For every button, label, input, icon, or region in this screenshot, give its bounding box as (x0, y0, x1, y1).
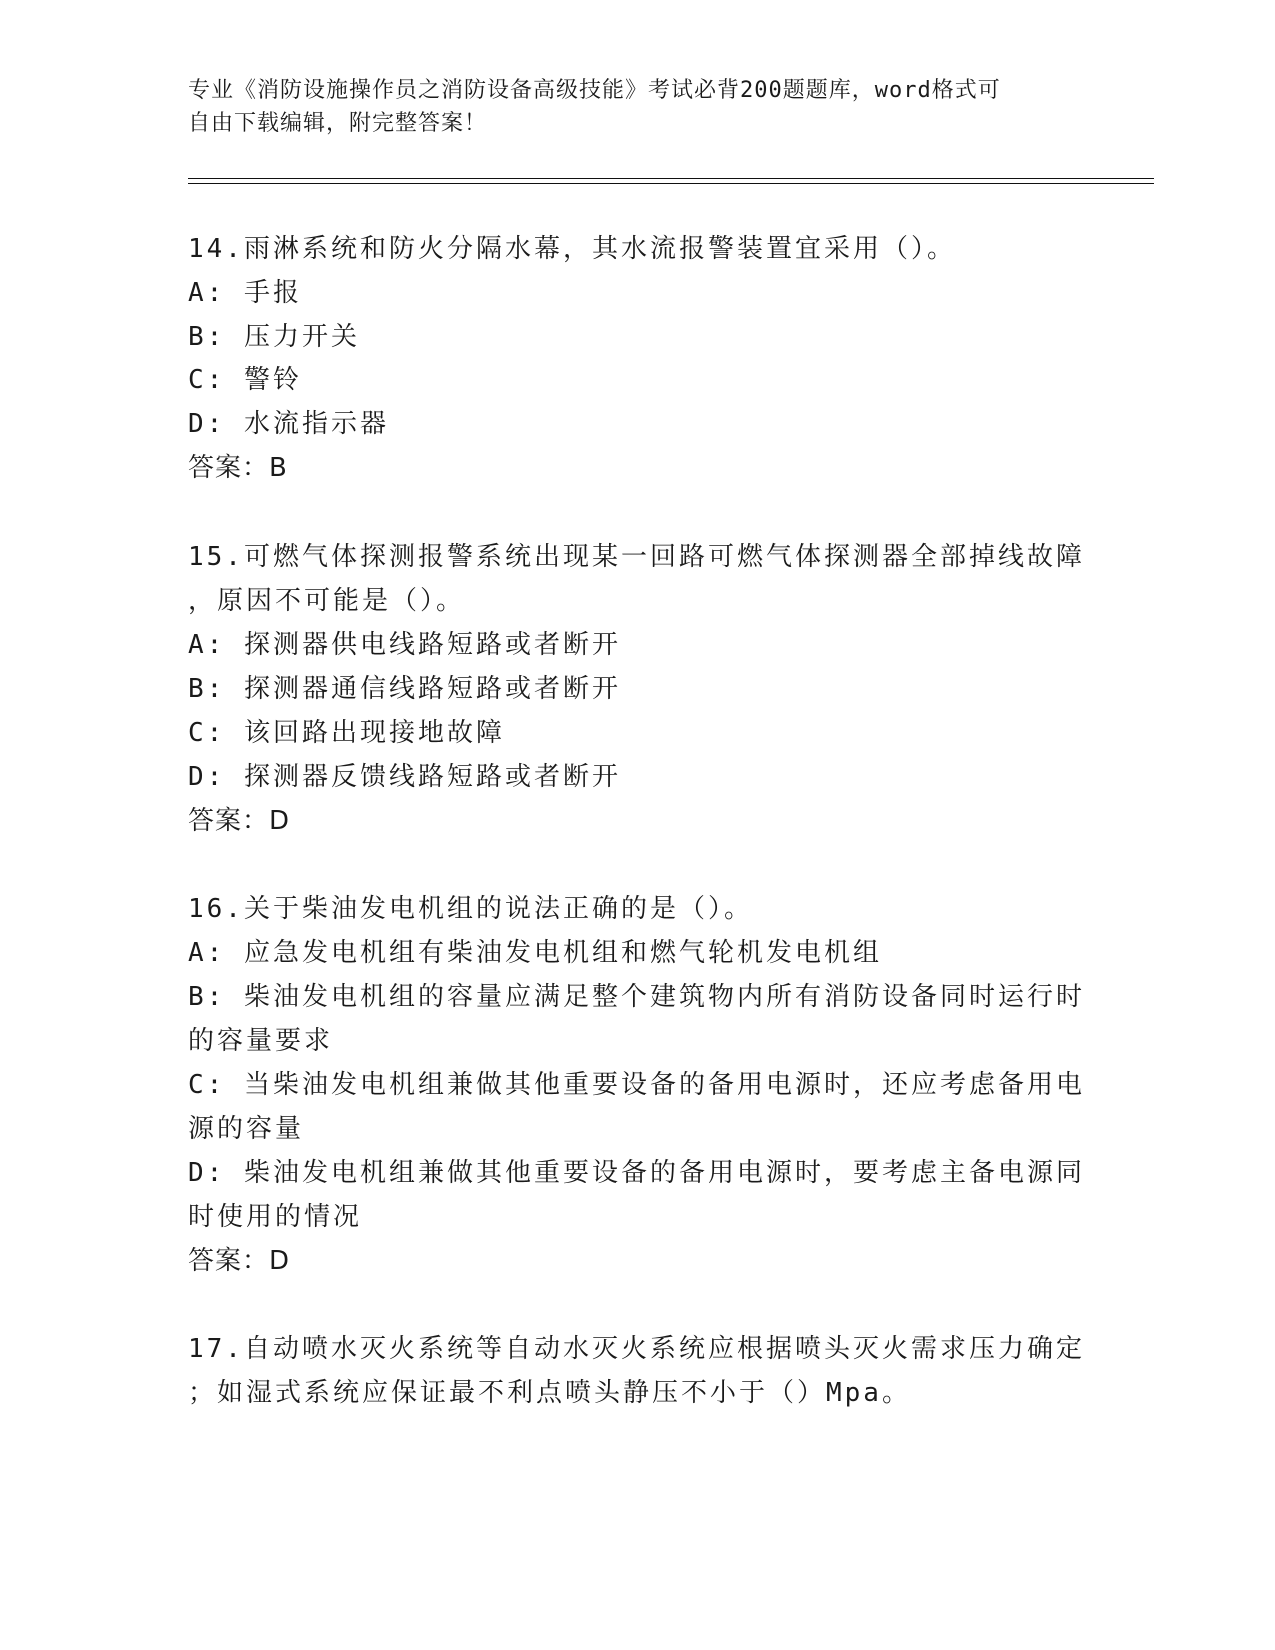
option-b: B: 探测器通信线路短路或者断开 (188, 674, 621, 704)
header-divider-bottom (188, 183, 1154, 184)
header-title-line-1: 专业《消防设施操作员之消防设备高级技能》考试必背200题题库，word格式可 (188, 78, 1001, 103)
option-c: C: 警铃 (188, 365, 302, 395)
question-stem-line-2: ，原因不可能是（）。 (188, 586, 466, 616)
answer: 答案：B (188, 453, 288, 483)
option-d: D: 柴油发电机组兼做其他重要设备的备用电源时，要考虑主备电源同 (188, 1158, 1085, 1188)
option-b-continued: 的容量要求 (188, 1026, 334, 1056)
option-b: B: 柴油发电机组的容量应满足整个建筑物内所有消防设备同时运行时 (188, 982, 1085, 1012)
header-divider-top (188, 178, 1154, 179)
option-d: D: 探测器反馈线路短路或者断开 (188, 762, 621, 792)
question-stem-line-1: 15.可燃气体探测报警系统出现某一回路可燃气体探测器全部掉线故障 (188, 542, 1085, 572)
option-a: A: 手报 (188, 278, 302, 308)
question-stem-line-2: ；如湿式系统应保证最不利点喷头静压不小于（）Mpa。 (188, 1378, 911, 1408)
option-d-continued: 时使用的情况 (188, 1202, 363, 1232)
option-c: C: 当柴油发电机组兼做其他重要设备的备用电源时，还应考虑备用电 (188, 1070, 1085, 1100)
question-stem: 16.关于柴油发电机组的说法正确的是（）。 (188, 894, 753, 924)
option-c: C: 该回路出现接地故障 (188, 718, 505, 748)
question-stem: 14.雨淋系统和防火分隔水幕，其水流报警装置宜采用（）。 (188, 234, 956, 264)
answer: 答案：D (188, 1246, 291, 1276)
document-header (188, 74, 1068, 140)
option-a: A: 应急发电机组有柴油发电机组和燃气轮机发电机组 (188, 938, 882, 968)
header-title-line-2: 自由下载编辑，附完整答案！ (188, 111, 488, 136)
option-b: B: 压力开关 (188, 322, 360, 352)
answer: 答案：D (188, 806, 291, 836)
question-stem-line-1: 17.自动喷水灭火系统等自动水灭火系统应根据喷头灭火需求压力确定 (188, 1334, 1085, 1364)
option-a: A: 探测器供电线路短路或者断开 (188, 630, 621, 660)
option-d: D: 水流指示器 (188, 409, 389, 439)
option-c-continued: 源的容量 (188, 1114, 305, 1144)
